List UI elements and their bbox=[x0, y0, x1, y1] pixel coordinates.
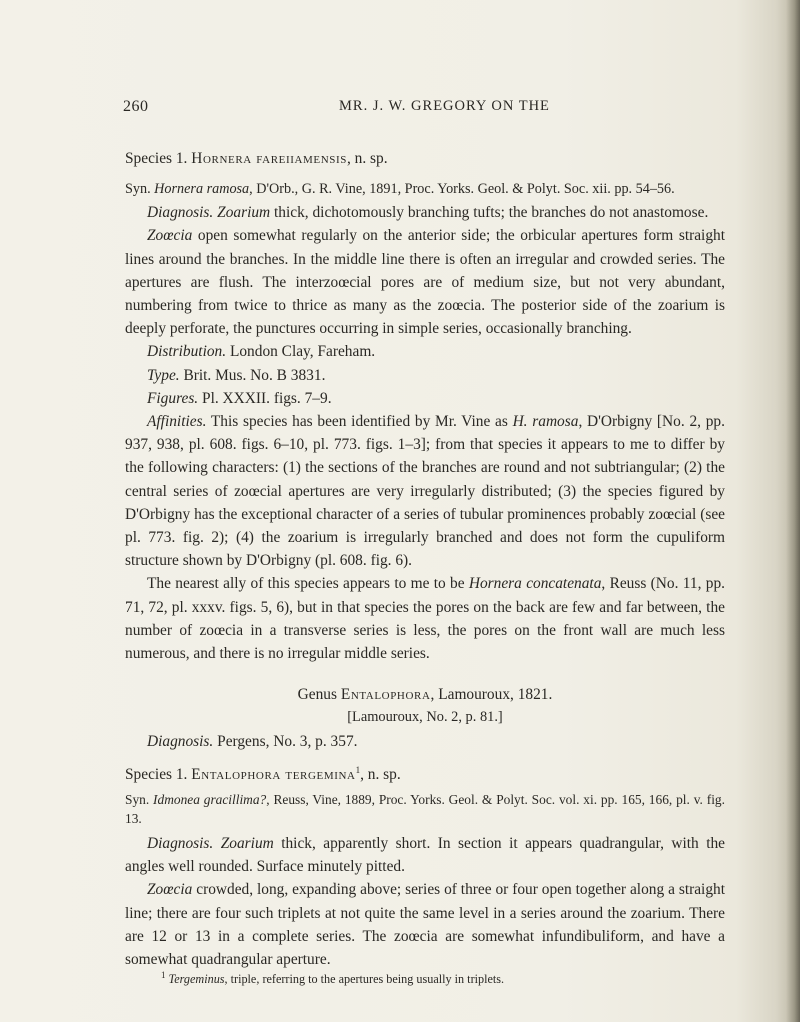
article-body bbox=[125, 147, 725, 987]
page-header bbox=[123, 98, 727, 118]
species-1-type: Type. Brit. Mus. No. B 3831. bbox=[147, 366, 326, 384]
page-number: 260 bbox=[123, 98, 149, 115]
genus-diagnosis: Diagnosis. Pergens, No. 3, p. 357. bbox=[147, 732, 358, 750]
species-1-affinities: Affinities. This species has been identified by Mr. Vine as H. ramosa, D'Orbigny [No. 2, pp. 937, 938, pl. 608. figs. 6–10, pl. 773. figs. 1–3]; from that species it appears to me to differ by the following characters: (1) the sections of the branches are round and not subtriangular; (2) the central series of zoœcial apertures are very irregularly distributed; (3) the species figured by D'Orbigny has the exceptional character of a series of tubular prominences probably zoœcial (see pl. 773. fig. 2); (4) the zoarium is irregularly branched and does not form the cupuliform structure shown by D'Orbigny (pl. 608. fig. 6). bbox=[125, 413, 725, 570]
species-1-name: Hornera fareiiamensis bbox=[191, 150, 347, 167]
species-1-distribution: Distribution. London Clay, Fareham. bbox=[147, 343, 376, 361]
species-1-heading: Species 1. Hornera fareiiamensis, n. sp. bbox=[125, 150, 388, 167]
footnote: $^1$ Tergeminus, triple, referring to the apertures being usually in triplets. bbox=[161, 970, 505, 987]
species-2-diagnosis: Diagnosis. Zoarium thick, apparently short. In section it appears quadrangular, with the angles well rounded. Surface minutely pitted. bbox=[125, 835, 725, 876]
genus-reference: [Lamouroux, No. 2, p. 81.] bbox=[347, 709, 503, 726]
genus-name: Entalophora bbox=[340, 686, 431, 704]
footnote-marker: 1 bbox=[161, 970, 166, 981]
book-gutter-shadow bbox=[786, 0, 800, 1022]
genus-heading: Genus Entalophora, Lamouroux, 1821. bbox=[297, 686, 553, 704]
species-1-synonymy: Syn. Hornera ramosa, D'Orb., G. R. Vine, 1891, Proc. Yorks. Geol. & Polyt. Soc. xii. pp. 54–56. bbox=[125, 181, 675, 198]
species-1-nearest-ally: The nearest ally of this species appears to me to be Hornera concatenata, Reuss (No. 11, pp. 71, 72, pl. xxxv. figs. 5, 6), but in that species the pores on the back are few and far between, the number of zoœcia in a transverse series is less, the pores on the front wall are much less numerous, and there is no irregular middle series. bbox=[125, 575, 725, 663]
species-2-heading: Species 1. Entalophora tergemina$^1$, n. sp. bbox=[125, 764, 401, 783]
species-1-zooecia: Zoœcia open somewhat regularly on the anterior side; the orbicular apertures form straight lines around the branches. In the middle line there is often an irregular and crowded series. The apertures are flush. The interzoœcial pores are of medium size, but not very abundant, numbering from twice to thrice as many as the zoœcia. The posterior side of the zoarium is deeply perforate, the punctures occurring in simple series, occasionally branching. bbox=[125, 227, 725, 338]
footnote-reference: 1 bbox=[355, 764, 361, 775]
running-title: MR. J. W. GREGORY ON THE bbox=[339, 98, 550, 114]
species-1-figures: Figures. Pl. XXXII. figs. 7–9. bbox=[147, 389, 332, 407]
species-1-diagnosis: Diagnosis. Zoarium thick, dichotomously branching tufts; the branches do not anastomose. bbox=[147, 204, 709, 222]
species-2-zooecia: Zoœcia crowded, long, expanding above; series of three or four open together along a straight line; there are four such triplets at not quite the same level in a series around the zoarium. There are 12 or 13 in a complete series. The zoœcia are somewhat infundibuliform, and have a somewhat quadrangular aperture. bbox=[125, 881, 725, 969]
species-2-synonymy: Syn. Idmonea gracillima?, Reuss, Vine, 1889, Proc. Yorks. Geol. & Polyt. Soc. vol. xi. pp. 165, 166, pl. v. fig. 13. bbox=[125, 792, 725, 827]
species-2-name: Entalophora tergemina bbox=[191, 765, 356, 783]
